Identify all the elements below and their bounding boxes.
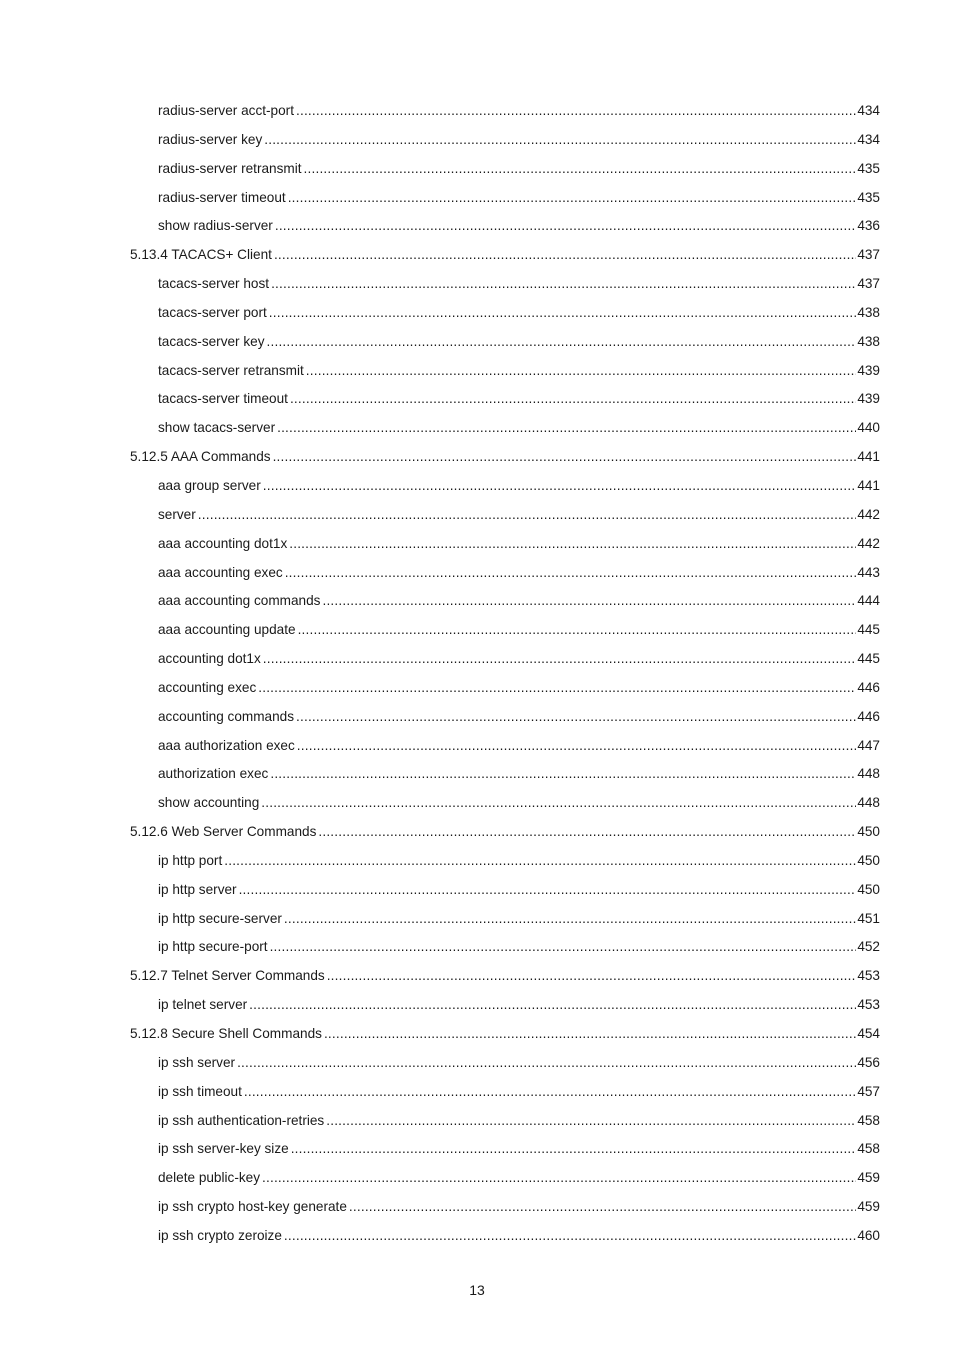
toc-entry[interactable] — [0, 1164, 954, 1193]
toc-entry[interactable] — [0, 1049, 954, 1078]
toc-entry-label: show tacacs-server — [158, 420, 276, 436]
dot-leader — [262, 1164, 856, 1193]
dot-leader — [249, 991, 856, 1020]
toc-entry-page: 446 — [857, 708, 880, 724]
toc-entry-label: ip http port — [158, 852, 223, 868]
toc-entry[interactable] — [0, 212, 954, 241]
toc-entry-label: 5.13.4 TACACS+ Client — [130, 247, 272, 263]
toc-entry[interactable] — [0, 385, 954, 414]
dot-leader — [239, 876, 857, 905]
toc-entry-page: 450 — [857, 824, 880, 840]
toc-entry-label: ip ssh crypto host-key generate — [158, 1199, 347, 1215]
toc-entry-label: show radius-server — [158, 218, 273, 234]
toc-entry-label: aaa accounting update — [158, 622, 296, 638]
toc-entry-label: ip ssh server-key size — [158, 1141, 289, 1157]
toc-entry[interactable] — [0, 472, 954, 501]
toc-entry-label: 5.12.8 Secure Shell Commands — [130, 1026, 322, 1041]
toc-section-entry[interactable] — [0, 241, 954, 270]
toc-entry-label: aaa group server — [158, 477, 261, 493]
dot-leader — [288, 184, 857, 213]
toc-entry[interactable] — [0, 299, 954, 328]
toc-entry-page: 435 — [857, 189, 880, 205]
dot-leader — [296, 703, 856, 732]
dot-leader — [198, 501, 857, 530]
toc-entry-label: 5.12.7 Telnet Server Commands — [130, 968, 325, 984]
dot-leader — [285, 559, 857, 588]
dot-leader — [306, 357, 857, 386]
toc-entry-label: tacacs-server timeout — [158, 391, 288, 407]
toc-section-entry[interactable] — [0, 962, 954, 991]
dot-leader — [322, 587, 856, 616]
dot-leader — [324, 1020, 856, 1049]
toc-entry-page: 444 — [857, 593, 880, 609]
toc-entry-label: aaa accounting dot1x — [158, 535, 288, 551]
toc-entry-page: 437 — [857, 276, 880, 292]
toc-entry-page: 447 — [857, 737, 880, 753]
toc-entry-page: 456 — [857, 1054, 880, 1070]
toc-entry-label: aaa authorization exec — [158, 737, 295, 753]
toc-entry[interactable] — [0, 559, 954, 588]
toc-section-entry[interactable] — [0, 818, 954, 847]
toc-entry[interactable] — [0, 616, 954, 645]
toc-entry-page: 441 — [857, 477, 880, 493]
toc-entry-label: tacacs-server retransmit — [158, 362, 304, 378]
toc-entry-label: tacacs-server key — [158, 333, 265, 349]
toc-entry[interactable] — [0, 991, 954, 1020]
toc-entry[interactable] — [0, 126, 954, 155]
dot-leader — [291, 1135, 857, 1164]
toc-entry-label: tacacs-server host — [158, 276, 270, 292]
toc-entry-label: 5.12.5 AAA Commands — [130, 449, 271, 465]
dot-leader — [327, 962, 857, 991]
dot-leader — [290, 385, 856, 414]
toc-entry-label: ip http secure-server — [158, 910, 282, 926]
dot-leader — [244, 1078, 856, 1107]
toc-entry[interactable] — [0, 703, 954, 732]
dot-leader — [304, 155, 857, 184]
toc-entry-page: 436 — [857, 218, 880, 234]
toc-entry-label: tacacs-server port — [158, 304, 267, 320]
toc-entry-label: ip http secure-port — [158, 939, 268, 955]
toc-entry-page: 442 — [857, 535, 880, 551]
toc-entry-page: 459 — [857, 1170, 880, 1186]
toc-entry-label: accounting dot1x — [158, 651, 261, 667]
dot-leader — [318, 818, 856, 847]
toc-entry-page: 459 — [857, 1199, 880, 1215]
toc-entry[interactable] — [0, 876, 954, 905]
dot-leader — [270, 933, 857, 962]
toc-entry-page: 445 — [857, 651, 880, 667]
toc-entry-label: radius-server key — [158, 131, 263, 147]
toc-entry-page: 460 — [857, 1227, 880, 1243]
toc-entry-page: 441 — [857, 449, 880, 465]
dot-leader — [297, 732, 857, 761]
toc-entry-page: 458 — [857, 1141, 880, 1157]
toc-entry-page: 452 — [857, 939, 880, 955]
toc-entry-label: ip ssh authentication-retries — [158, 1112, 325, 1128]
toc-entry-page: 445 — [857, 622, 880, 638]
toc-entry-page: 450 — [857, 881, 880, 897]
toc-entry[interactable] — [0, 530, 954, 559]
dot-leader — [264, 126, 856, 155]
toc-entry-label: radius-server acct-port — [158, 103, 294, 118]
toc-entry[interactable] — [0, 933, 954, 962]
toc-entry-page: 443 — [857, 564, 880, 580]
toc-entry[interactable] — [0, 587, 954, 616]
toc-entry-label: aaa accounting commands — [158, 593, 321, 609]
toc-entry-page: 457 — [857, 1083, 880, 1099]
toc-entry-label: radius-server timeout — [158, 189, 286, 205]
dot-leader — [284, 1222, 856, 1251]
toc-entry-label: 5.12.6 Web Server Commands — [130, 824, 317, 840]
dot-leader — [271, 270, 856, 299]
toc-entry-page: 434 — [857, 103, 880, 118]
dot-leader — [261, 789, 856, 818]
dot-leader — [275, 212, 856, 241]
toc-entry[interactable] — [0, 1193, 954, 1222]
toc-entry-page: 453 — [857, 968, 880, 984]
dot-leader — [296, 97, 856, 126]
toc-entry-label: authorization exec — [158, 766, 269, 782]
toc-entry-page: 439 — [857, 391, 880, 407]
toc-entry-label: ip telnet server — [158, 997, 248, 1013]
toc-entry-page: 458 — [857, 1112, 880, 1128]
toc-entry-page: 437 — [857, 247, 880, 263]
toc-entry-page: 438 — [857, 304, 880, 320]
toc-entry-page: 453 — [857, 997, 880, 1013]
toc-entry-label: ip ssh server — [158, 1054, 236, 1070]
toc-entry[interactable] — [0, 732, 954, 761]
dot-leader — [237, 1049, 856, 1078]
toc-entry[interactable] — [0, 1222, 954, 1251]
toc-entry-label: server — [158, 506, 196, 522]
toc-entry[interactable] — [0, 905, 954, 934]
dot-leader — [277, 414, 856, 443]
toc-entry-page: 448 — [857, 795, 880, 811]
dot-leader — [289, 530, 856, 559]
toc-entry-label: aaa accounting exec — [158, 564, 283, 580]
toc-entry-label: radius-server retransmit — [158, 160, 302, 176]
dot-leader — [274, 241, 856, 270]
toc-entry-page: 454 — [857, 1026, 880, 1041]
toc-entry-label: delete public-key — [158, 1170, 261, 1186]
dot-leader — [326, 1107, 856, 1136]
dot-leader — [267, 328, 857, 357]
dot-leader — [269, 299, 857, 328]
dot-leader — [349, 1193, 856, 1222]
toc-entry-label: ip http server — [158, 881, 237, 897]
toc-entry[interactable] — [0, 155, 954, 184]
dot-leader — [263, 472, 857, 501]
dot-leader — [273, 443, 857, 472]
toc-entry-page: 451 — [857, 910, 880, 926]
dot-leader — [284, 905, 856, 934]
toc-entry[interactable] — [0, 645, 954, 674]
toc-entry[interactable] — [0, 1078, 954, 1107]
table-of-contents — [0, 97, 954, 1251]
toc-entry[interactable] — [0, 789, 954, 818]
toc-entry-label: show accounting — [158, 795, 260, 811]
toc-entry[interactable] — [0, 184, 954, 213]
toc-entry[interactable] — [0, 357, 954, 386]
toc-entry[interactable] — [0, 674, 954, 703]
toc-entry-page: 439 — [857, 362, 880, 378]
toc-entry-page: 442 — [857, 506, 880, 522]
dot-leader — [270, 760, 856, 789]
toc-entry-label: ip ssh timeout — [158, 1083, 242, 1099]
toc-entry[interactable] — [0, 1107, 954, 1136]
dot-leader — [224, 847, 856, 876]
toc-entry-page: 438 — [857, 333, 880, 349]
toc-entry[interactable] — [0, 1135, 954, 1164]
toc-entry[interactable] — [0, 97, 954, 126]
toc-entry-page: 440 — [857, 420, 880, 436]
dot-leader — [263, 645, 857, 674]
toc-entry-label: accounting commands — [158, 708, 295, 724]
toc-entry[interactable] — [0, 501, 954, 530]
dot-leader — [258, 674, 856, 703]
toc-entry[interactable] — [0, 414, 954, 443]
toc-entry[interactable] — [0, 847, 954, 876]
toc-entry-label: accounting exec — [158, 679, 257, 695]
toc-entry-page: 435 — [857, 160, 880, 176]
toc-entry-page: 434 — [857, 131, 880, 147]
toc-entry-page: 448 — [857, 766, 880, 782]
toc-section-entry[interactable] — [0, 443, 954, 472]
dot-leader — [298, 616, 857, 645]
toc-entry[interactable] — [0, 270, 954, 299]
page-number: 13 — [469, 1282, 485, 1298]
toc-entry[interactable] — [0, 328, 954, 357]
toc-entry[interactable] — [0, 760, 954, 789]
toc-entry-page: 450 — [857, 852, 880, 868]
toc-section-entry[interactable] — [0, 1020, 954, 1049]
toc-entry-label: ip ssh crypto zeroize — [158, 1227, 282, 1243]
toc-entry-page: 446 — [857, 679, 880, 695]
